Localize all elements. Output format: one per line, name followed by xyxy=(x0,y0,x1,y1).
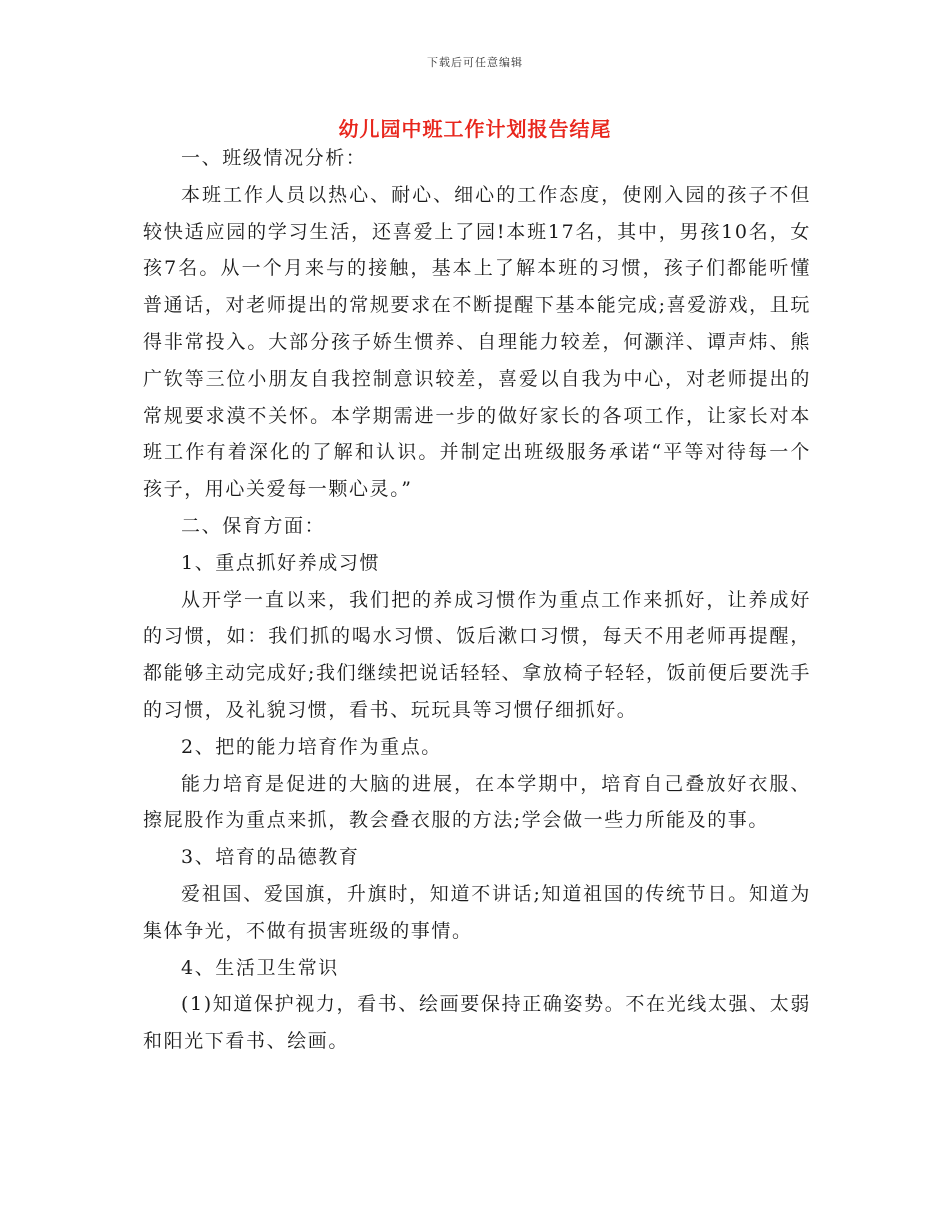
paragraph-morality: 爱祖国、爱国旗，升旗时，知道不讲话;知道祖国的传统节日。知道为集体争光，不做有损害班级的事情。 xyxy=(143,882,811,942)
section-heading-care: 二、保育方面： xyxy=(181,514,326,537)
header-note: 下载后可任意编辑 xyxy=(427,56,523,69)
paragraph-hygiene: (1)知道保护视力，看书、绘画要保持正确姿势。不在光线太强、太弱和阳光下看书、绘画。 xyxy=(143,993,811,1053)
paragraph-class-analysis: 本班工作人员以热心、耐心、细心的工作态度，使刚入园的孩子不但较快适应园的学习生活，还喜爱上了园!本班17名，其中，男孩10名，女孩7名。从一个月来与的接触，基本上了解本班的习惯，孩子们都能听懂普通话，对老师提出的常规要求在不断提醒下基本能完成;喜爱游戏，且玩得非常投入。大部分孩子娇生惯养、自理能力较差，何灏洋、谭声炜、熊广钦等三位小朋友自我控制意识较差，喜爱以自我为中心，对老师提出的常规要求漠不关怀。本学期需进一步的做好家长的各项工作，让家长对本班工作有着深化的了解和认识。并制定出班级服务承诺“平等对待每一个孩子，用心关爱每一颗心灵。” xyxy=(143,183,811,501)
document-title: 幼儿园中班工作计划报告结尾 xyxy=(338,117,612,141)
subheading-habits: 1、重点抓好养成习惯 xyxy=(181,551,381,574)
document-body xyxy=(143,140,811,1060)
subheading-morality: 3、培育的品德教育 xyxy=(181,846,360,869)
section-heading-class-analysis: 一、班级情况分析： xyxy=(181,147,367,169)
paragraph-habits: 从开学一直以来，我们把的养成习惯作为重点工作来抓好，让养成好的习惯，如：我们抓的喝水习惯、饭后漱口习惯，每天不用老师再提醒，都能够主动完成好;我们继续把说话轻轻、拿放椅子轻轻，饭前便后要洗手的习惯，及礼貌习惯，看书、玩玩具等习惯仔细抓好。 xyxy=(143,588,811,721)
subheading-hygiene: 4、生活卫生常识 xyxy=(181,956,339,979)
paragraph-ability: 能力培育是促进的大脑的进展，在本学期中，培育自己叠放好衣服、擦屁股作为重点来抓，教会叠衣服的方法;学会做一些力所能及的事。 xyxy=(143,772,811,832)
subheading-ability: 2、把的能力培育作为重点。 xyxy=(181,735,442,758)
